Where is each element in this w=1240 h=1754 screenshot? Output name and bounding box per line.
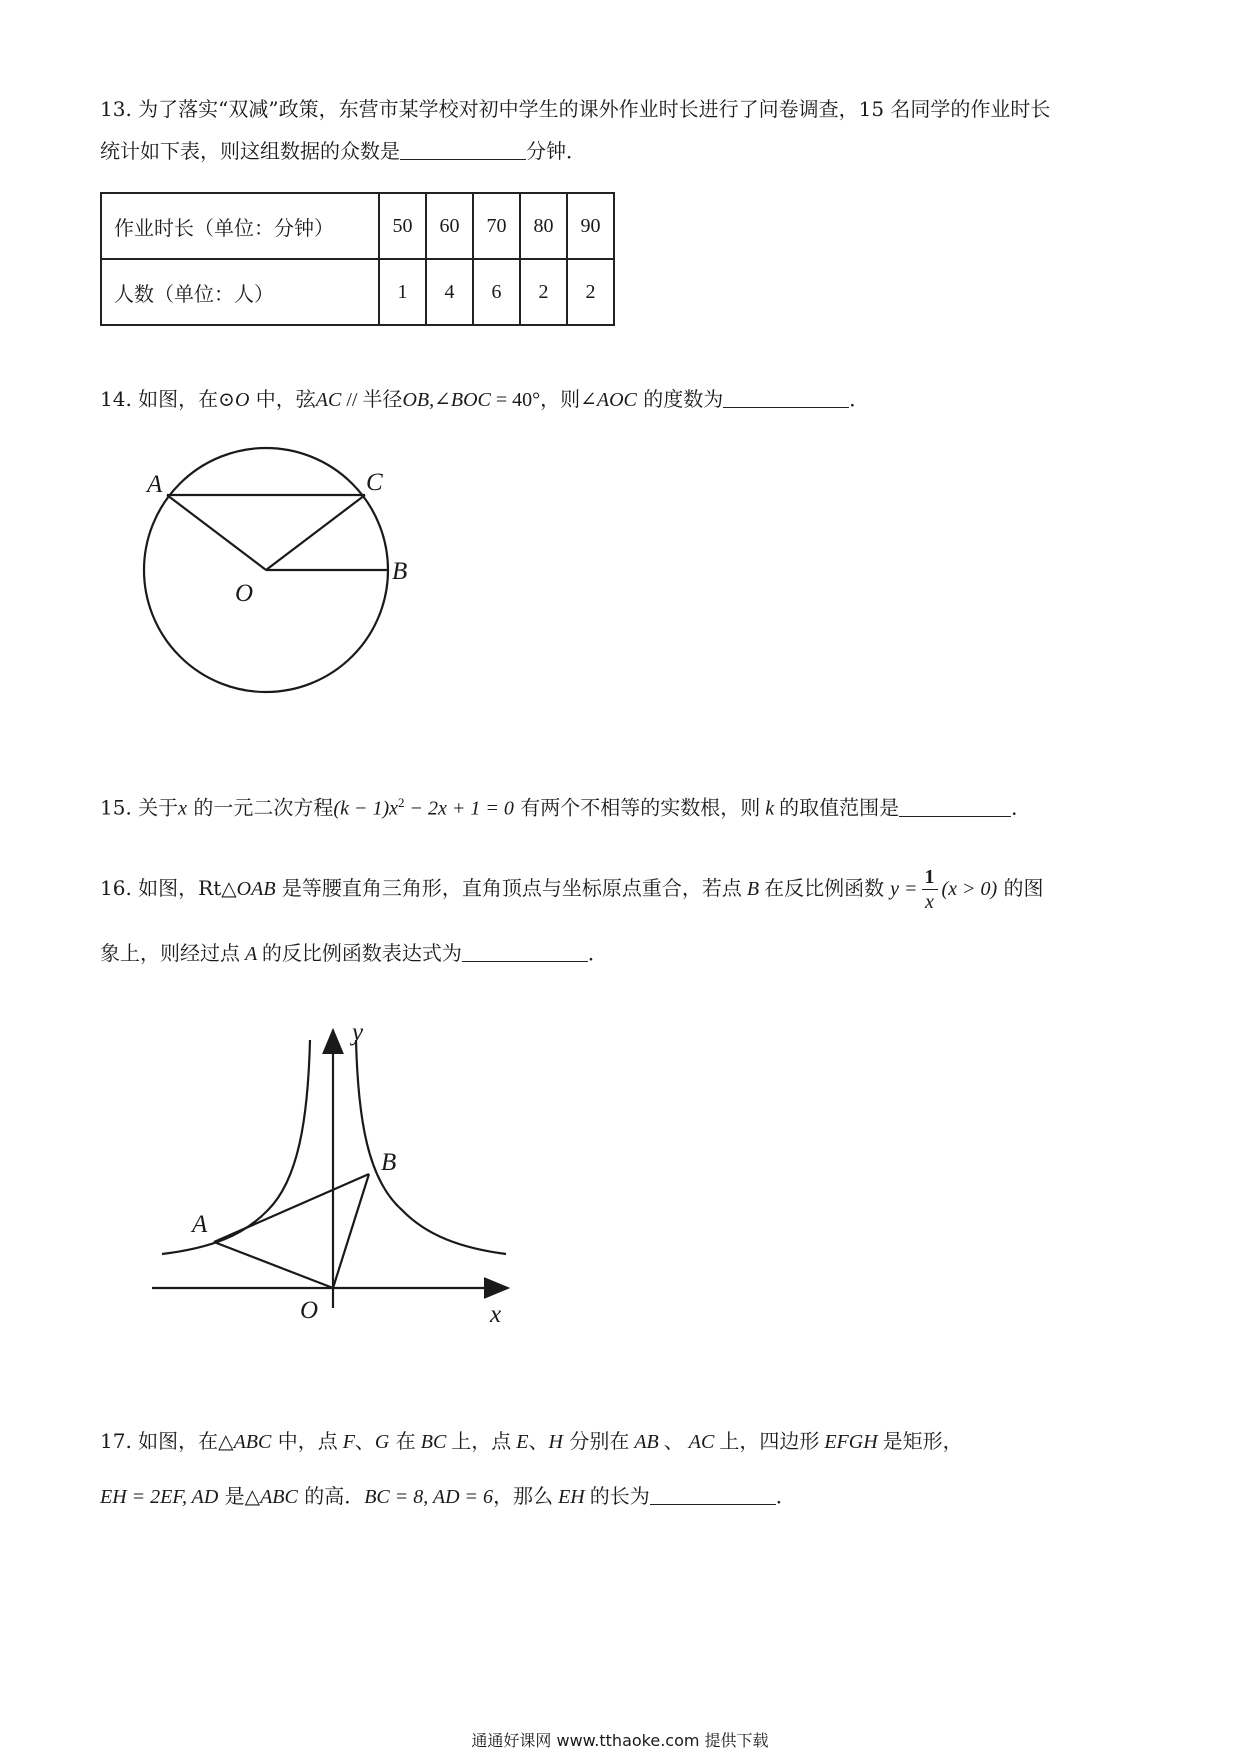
table-cell: 6 (473, 259, 520, 325)
table-cell: 60 (426, 193, 473, 259)
q16-line2 (100, 940, 608, 967)
q15-prefix: 15. 关于 (100, 795, 179, 820)
homework-table (100, 192, 615, 326)
q17-line1 (100, 1428, 963, 1455)
q16-line2-a: 象上，则经过点 (100, 941, 240, 965)
q17-l2e: BC = 8, AD = 6 (364, 1486, 494, 1508)
q17-l1d: 上，点 (451, 1429, 512, 1453)
triangle-symbol: △ (244, 1484, 261, 1508)
q14-ob-angle: OB,∠BOC (402, 389, 491, 411)
q17-l1e: 分别在 (562, 1429, 630, 1453)
q17-h: H (548, 1431, 563, 1453)
q17-eh: EH (553, 1486, 590, 1508)
q16-mid3: 的图 (997, 876, 1044, 900)
q14-end: ． (849, 387, 870, 411)
q16-line1 (100, 865, 1044, 914)
page-footer: 通通好课网 www.tthaoke.com 提供下载 (471, 1731, 769, 1750)
q17-ac: AC (683, 1431, 720, 1453)
table-cell: 90 (567, 193, 614, 259)
curve-left-branch (162, 1040, 310, 1254)
fraction-denominator: x (925, 891, 934, 913)
table-cell: 50 (379, 193, 426, 259)
q17-sep2: 、 (528, 1429, 549, 1453)
q17-end: ． (775, 1484, 796, 1508)
label-c: C (366, 469, 383, 496)
q17-l2d: 的高． (297, 1484, 365, 1508)
q15-k: k (760, 797, 780, 820)
q17-bc: BC (415, 1431, 452, 1453)
coordinate-diagram (140, 1010, 520, 1328)
q17-e: E (511, 1431, 529, 1453)
q15-end: ． (1011, 795, 1032, 820)
q16-answer-blank[interactable] (462, 941, 588, 962)
q14-suffix: 的度数为 (636, 387, 724, 411)
q15-mid1: 的一元二次方程 (187, 795, 334, 820)
q15-eq-sup: 2 (398, 795, 405, 810)
table-cell: 1 (379, 259, 426, 325)
q17-l1f: 上，四边形 (719, 1429, 820, 1453)
row-header-duration: 作业时长（单位：分钟） (101, 193, 379, 259)
q17-sep3: 、 (663, 1429, 684, 1453)
q17-l2a: EH = 2EF, AD (100, 1486, 219, 1508)
q17-l2b: 是 (218, 1484, 245, 1508)
q17-answer-blank[interactable] (650, 1484, 776, 1505)
q14-mid1: 中，弦 (249, 387, 316, 411)
q14-line (100, 386, 869, 413)
q14-o: O (234, 389, 250, 411)
fraction-numerator: 1 (922, 865, 938, 890)
q13-line1 (100, 96, 1050, 122)
q14-eq: = 40° (490, 389, 541, 411)
radius-oa (167, 495, 266, 570)
table-cell: 80 (520, 193, 567, 259)
q17-l1c: 在 (389, 1429, 416, 1453)
q15-eq-b: − 2x + 1 = 0 (404, 797, 514, 820)
label-o: O (300, 1297, 319, 1324)
circle-diagram (125, 455, 455, 745)
q14-answer-blank[interactable] (723, 387, 849, 408)
q16-a: A (240, 943, 262, 965)
q13-answer-blank[interactable] (400, 139, 526, 160)
q17-f: F (337, 1431, 355, 1453)
q15-mid2: 有两个不相等的实数根，则 (513, 795, 761, 820)
q17-sep1: 、 (354, 1429, 375, 1453)
table-cell: 2 (567, 259, 614, 325)
label-x: x (490, 1301, 502, 1328)
q17-ab: AB (629, 1431, 664, 1453)
q17-abc: ABC (233, 1431, 272, 1453)
table-row (101, 259, 614, 325)
q17-l2c: ABC (260, 1486, 298, 1508)
q15-line (100, 790, 1031, 822)
table-cell: 2 (520, 259, 567, 325)
parallel-symbol: // (341, 389, 363, 411)
q16-line2-b: 的反比例函数表达式为 (261, 941, 462, 965)
q13-text-1: 13. 为了落实“双减”政策，东营市某学校对初中学生的课外作业时长进行了问卷调查，15 名同学的作业时长 (100, 97, 1051, 121)
label-b: B (392, 558, 408, 585)
q17-l2g: 的长为 (589, 1484, 650, 1508)
q16-end: ． (587, 941, 608, 965)
q16-mid2: 在反比例函数 (764, 876, 885, 900)
table-row (101, 193, 614, 259)
label-a: A (147, 471, 163, 498)
q14-prefix: 14. 如图，在 (100, 387, 219, 411)
circle-symbol: ⊙ (218, 387, 235, 411)
q15-answer-blank[interactable] (899, 796, 1011, 817)
q17-l2f: ，那么 (493, 1484, 554, 1508)
right-triangle-symbol: Rt△ (198, 876, 237, 900)
q15-x: x (178, 797, 188, 820)
q14-mid2: 半径 (362, 387, 403, 411)
q16-oab: OAB (236, 878, 276, 900)
row-header-count: 人数（单位：人） (101, 259, 379, 325)
q14-mid3: ，则 (540, 387, 581, 411)
q16-prefix: 16. 如图， (100, 876, 199, 900)
q17-l1g: 是矩形， (882, 1429, 963, 1453)
table-cell: 70 (473, 193, 520, 259)
q16-mid1: 是等腰直角三角形，直角顶点与坐标原点重合，若点 (275, 876, 742, 900)
fraction-1-over-x (922, 865, 938, 914)
q17-l1b: 中，点 (271, 1429, 338, 1453)
label-o: O (235, 580, 254, 607)
q17-efgh: EFGH (819, 1431, 883, 1453)
q16-cond: (x > 0) (941, 878, 998, 900)
q17-g: G (374, 1431, 390, 1453)
q17-line2 (100, 1483, 796, 1510)
segment-oa (214, 1242, 333, 1288)
q16-y-eq: y = (890, 878, 918, 900)
curve-right-branch (356, 1040, 506, 1254)
radius-oc (266, 495, 365, 570)
label-b: B (381, 1149, 397, 1176)
triangle-symbol: △ (218, 1429, 234, 1453)
q14-ac: AC (315, 389, 342, 411)
segment-ob (333, 1174, 369, 1288)
q13-text-2b: 分钟． (526, 139, 586, 163)
q14-aoc: ∠AOC (580, 389, 637, 411)
table-cell: 4 (426, 259, 473, 325)
q16-b: B (741, 878, 765, 900)
q13-text-2a: 统计如下表，则这组数据的众数是 (100, 139, 400, 163)
segment-ab (214, 1174, 369, 1242)
q15-eq-a: (k − 1)x (333, 797, 398, 820)
q13-line2 (100, 138, 586, 164)
q15-mid3: 的取值范围是 (779, 795, 900, 820)
label-y: y (352, 1019, 364, 1046)
label-a: A (192, 1211, 208, 1238)
q17-l1a: 17. 如图，在 (100, 1429, 219, 1453)
